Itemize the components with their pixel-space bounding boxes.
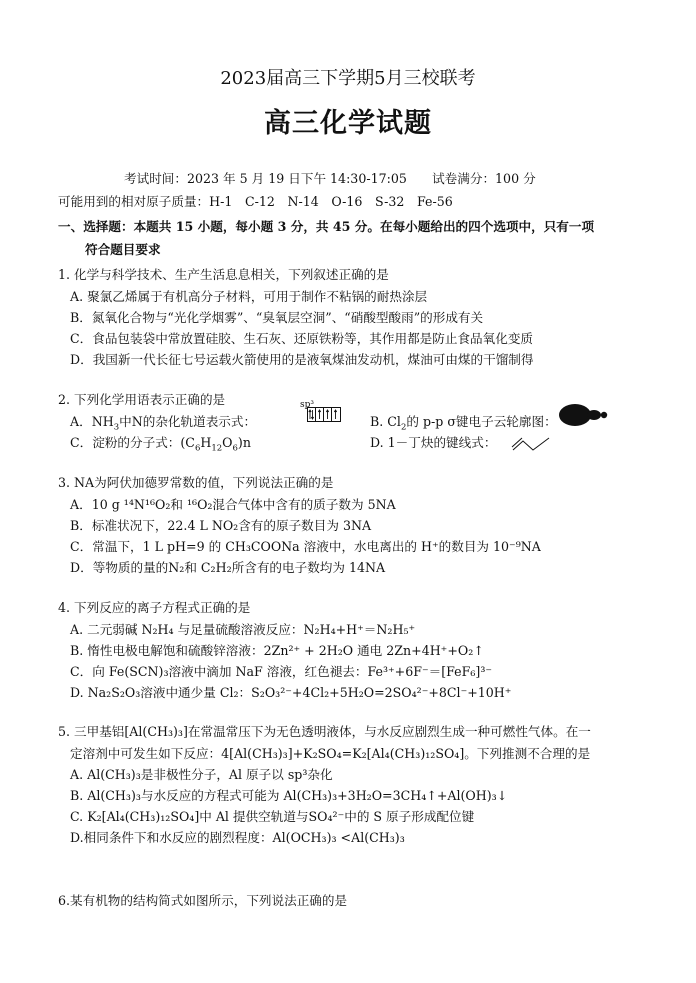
sigma-bond-cloud-icon: [558, 402, 608, 428]
section1-heading: 一、选择题：本题共 15 小题，每小题 3 分，共 45 分。在每小题给出的四个选项中，只有一项: [58, 219, 595, 234]
q5-option-b: B. Al(CH₃)₃与水反应的方程式可能为 Al(CH₃)₃+3H₂O=3CH₄↑+Al(OH)₃↓: [70, 788, 508, 803]
q3-option-b: B．标准状况下，22.4 L NO₂含有的原子数目为 3NA: [70, 518, 372, 533]
q2-stem: 2. 下列化学用语表示正确的是: [58, 392, 226, 407]
sp3-label: sp³: [300, 400, 314, 410]
q2-option-a: A．$NH_3$中N的杂化轨道表示式：: [70, 414, 257, 433]
q3-stem: 3. NA为阿伏加德罗常数的值，下列说法正确的是: [58, 475, 334, 490]
q3-option-c: C．常温下，1 L pH=9 的 CH₃COONa 溶液中，水电离出的 H⁺的数目为 10⁻⁹NA: [70, 539, 541, 554]
q3-option-d: D．等物质的量的N₂和 C₂H₂所含有的电子数均为 14NA: [70, 560, 386, 575]
q4-stem: 4. 下列反应的离子方程式正确的是: [58, 600, 251, 615]
exam-time-info: 考试时间：2023 年 5 月 19 日下午 14:30-17:05 试卷满分：100 分: [124, 171, 536, 186]
q3-option-a: A．10 g ¹⁴N¹⁶O₂和 ¹⁶O₂混合气体中含有的质子数为 5NA: [70, 497, 396, 512]
q2-option-b: B. $Cl_2$的 p-p σ键电子云轮廓图：: [370, 414, 557, 433]
q4-option-a: A. 二元弱碱 N₂H₄ 与足量硫酸溶液反应：N₂H₄+H⁺＝N₂H₅⁺: [70, 622, 416, 637]
section1-heading-cont: 符合题目要求: [85, 242, 161, 257]
q4-option-b: B. 惰性电极电解饱和硫酸锌溶液：2Zn²⁺ + 2H₂O 通电 2Zn+4H⁺+O₂↑: [70, 643, 484, 658]
q5-option-d: D.相同条件下和水反应的剧烈程度：Al(OCH₃)₃ <Al(CH₃)₃: [70, 830, 405, 845]
q6-stem: 6.某有机物的结构简式如图所示，下列说法正确的是: [58, 893, 348, 908]
q5-stem: 5. 三甲基铝[Al(CH₃)₃]在常温常压下为无色透明液体，与水反应剧烈生成一种可燃性气体。在一: [58, 724, 591, 739]
atomic-mass-info: 可能用到的相对原子质量：H-1 C-12 N-14 O-16 S-32 Fe-56: [58, 194, 453, 209]
q4-option-c: C．向 Fe(SCN)₃溶液中滴加 NaF 溶液，红色褪去：Fe³⁺+6F⁻＝[FeF₆]³⁻: [70, 664, 493, 679]
q1-option-b: B．氮氧化合物与“光化学烟雾”、“臭氧层空洞”、“硝酸型酸雨”的形成有关: [70, 310, 484, 325]
q5-stem-cont: 定溶剂中可发生如下反应：4[Al(CH₃)₃]+K₂SO₄=K₂[Al₄(CH₃)₁₂SO₄]。下列推测不合理的是: [70, 746, 591, 761]
q1-option-c: C．食品包装袋中常放置硅胶、生石灰、还原铁粉等，其作用都是防止食品氧化变质: [70, 331, 534, 346]
q1-option-a: A. 聚氯乙烯属于有机高分子材料，可用于制作不粘锅的耐热涂层: [70, 289, 428, 304]
orbital-boxes-diagram: [307, 407, 341, 422]
subject-title: 高三化学试题: [264, 108, 432, 139]
q4-option-d: D. Na₂S₂O₃溶液中通少量 Cl₂：S₂O₃²⁻+4Cl₂+5H₂O=2SO₄²⁻+8Cl⁻+10H⁺: [70, 685, 512, 700]
q1-option-d: D．我国新一代长征七号运载火箭使用的是液氧煤油发动机，煤油可由煤的干馏制得: [70, 352, 534, 367]
q2-option-c: C．淀粉的分子式：$(C_6H_{12}O_6)n$: [70, 435, 251, 454]
q2-option-d: D. 1－丁炔的键线式：: [370, 435, 497, 450]
q1-stem: 1. 化学与科学技术、生产生活息息相关，下列叙述正确的是: [58, 267, 389, 282]
q5-option-a: A. Al(CH₃)₃是非极性分子，Al 原子以 sp³杂化: [70, 767, 333, 782]
exam-title: 2023届高三下学期5月三校联考: [220, 68, 476, 89]
q5-option-c: C. K₂[Al₄(CH₃)₁₂SO₄]中 Al 提供空轨道与SO₄²⁻中的 S 原子形成配位键: [70, 809, 475, 824]
butyne-skeletal-icon: [511, 436, 551, 454]
